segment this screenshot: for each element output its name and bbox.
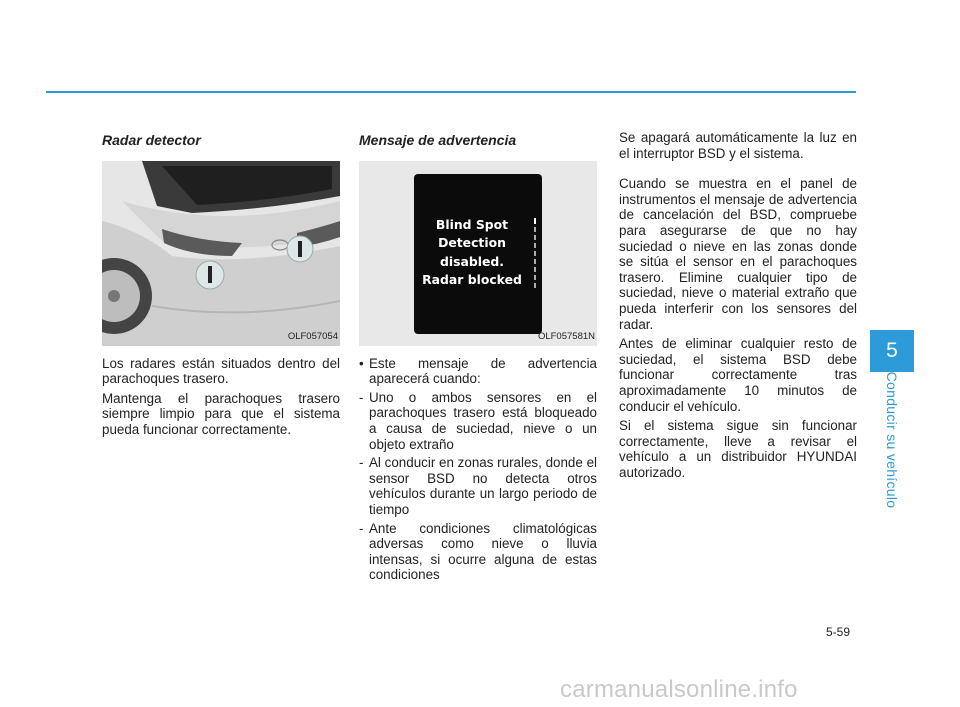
dash-item: - Al conducir en zonas rurales, donde el sensor BSD no detecta otros vehículos durante un largo periodo de tiempo — [359, 455, 597, 517]
chapter-tab: 5 — [870, 330, 914, 372]
figure-car-rear — [102, 161, 340, 346]
screen-message — [414, 216, 530, 290]
paragraph: Si el sistema sigue sin funcionar correctamente, lleve a revisar el vehículo a un distribuidor HYUNDAI autorizado. — [619, 418, 857, 480]
heading-radar-detector: Radar detector — [102, 132, 201, 148]
screen-line: Detection — [438, 235, 506, 251]
figure-code: OLF057054 — [287, 331, 338, 342]
figure-code: OLF057581N — [537, 331, 595, 342]
paragraph: Mantenga el parachoques trasero siempre limpio para que el sistema pueda funcionar correctamente. — [102, 390, 340, 437]
cluster-screen — [414, 174, 542, 334]
dash-item: - Ante condiciones climatológicas adversas como nieve o lluvia intensas, si ocurre alguna de estas condiciones — [359, 521, 597, 583]
screen-line: disabled. — [440, 253, 504, 269]
heading-warning-message: Mensaje de advertencia — [359, 132, 517, 148]
column-radar-detector — [102, 130, 340, 442]
paragraph: Antes de eliminar cualquier resto de suciedad, el sistema BSD debe funcionar correctamente tras aproximadamente 10 minutos de conducir el vehículo. — [619, 336, 857, 414]
paragraph: Cuando se muestra en el panel de instrumentos el mensaje de advertencia de cancelación del BSD, compruebe para asegurarse de que no hay suciedad o nieve en las zonas donde se sitúa el sensor en el parachoques trasero. Elimine cualquier tipo de suciedad, nieve o material extraño que pueda interferir con los sensores del radar. — [619, 176, 857, 332]
gauge-ticks — [534, 218, 537, 291]
page-number: 5-59 — [826, 625, 851, 639]
watermark: carmanualsonline.info — [560, 676, 798, 703]
chapter-title: Conducir su vehículo — [884, 371, 900, 509]
dash-item: - Uno o ambos sensores en el parachoques trasero está bloqueado a causa de suciedad, nieve o un objeto extraño — [359, 390, 597, 452]
column-warning-message — [359, 130, 597, 586]
figure-cluster-display — [359, 161, 597, 346]
paragraph: Los radares están situados dentro del parachoques trasero. — [102, 355, 340, 387]
screen-line: Blind Spot — [435, 216, 509, 232]
screen-line: Radar blocked — [422, 272, 522, 288]
top-rule — [46, 91, 856, 93]
paragraph: Se apagará automáticamente la luz en el interruptor BSD y el sistema. — [619, 130, 857, 161]
bullet-item: • Este mensaje de advertencia aparecerá cuando: — [359, 356, 597, 387]
car-rear-illustration — [102, 161, 340, 346]
column-continued-text — [619, 130, 857, 484]
